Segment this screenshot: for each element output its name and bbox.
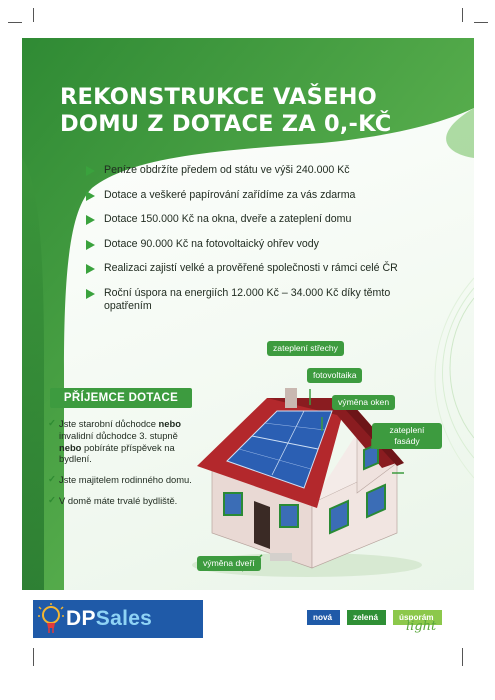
lightbulb-plug-icon [38, 603, 64, 635]
benefit-item: Dotace 150.000 Kč na okna, dveře a zateplení domu [86, 213, 416, 227]
triangle-bullet-icon [86, 166, 95, 176]
crop-mark [33, 8, 34, 22]
crop-mark [474, 22, 488, 23]
recipient-item: ✓ Jste starobní důchodce nebo invalidní důchodce 3. stupně nebo pobíráte příspěvek na bydlení. [48, 418, 181, 465]
triangle-bullet-icon [86, 215, 95, 225]
crop-mark [8, 22, 22, 23]
check-icon: ✓ [48, 494, 56, 506]
benefit-item: Roční úspora na energiích 12.000 Kč – 34.000 Kč díky těmto opatřením [86, 287, 409, 314]
recipient-item: ✓ Jste majitelem rodinného domu. [48, 474, 192, 486]
callout-door-replacement: výměna dveří [197, 556, 261, 571]
headline [60, 84, 460, 138]
benefit-item: Dotace a veškeré papírování zařídíme za vás zdarma [86, 189, 416, 203]
program-light-text: light [406, 619, 437, 634]
triangle-bullet-icon [86, 240, 95, 250]
recipient-title: PŘÍJEMCE DOTACE [50, 388, 192, 408]
check-icon: ✓ [48, 474, 56, 486]
dpsales-logo-text: DPSales [66, 607, 153, 630]
benefit-item: Dotace 90.000 Kč na fotovoltaický ohřev vody [86, 238, 416, 252]
recipient-item: ✓ V domě máte trvalé bydliště. [48, 494, 178, 506]
recipient-list [48, 418, 193, 516]
callout-photovoltaics: fotovoltaika [307, 368, 362, 383]
triangle-bullet-icon [86, 264, 95, 274]
headline-line-2: DOMU Z DOTACE ZA 0,-KČ [60, 111, 392, 137]
benefit-item: Realizaci zajistí velké a prověřené společnosti v rámci celé ČR [86, 262, 409, 276]
badge-nova: nová [307, 610, 340, 625]
check-icon: ✓ [48, 418, 56, 429]
benefits-list [86, 164, 416, 325]
headline-line-1: REKONSTRUKCE VAŠEHO [60, 84, 377, 110]
benefit-item: Peníze obdržíte předem od státu ve výši 240.000 Kč [86, 164, 416, 178]
badge-zelena: zelená [347, 610, 386, 625]
badge-usporam: úsporám [393, 610, 442, 625]
triangle-bullet-icon [86, 289, 95, 299]
crop-mark [462, 8, 463, 22]
crop-mark [33, 648, 34, 666]
callout-roof-insulation: zateplení střechy [267, 341, 344, 356]
crop-mark [462, 648, 463, 666]
poster [22, 38, 474, 590]
triangle-bullet-icon [86, 191, 95, 201]
callout-window-replacement: výměna oken [332, 395, 395, 410]
callout-facade-insulation: zateplení fasády [372, 423, 442, 449]
